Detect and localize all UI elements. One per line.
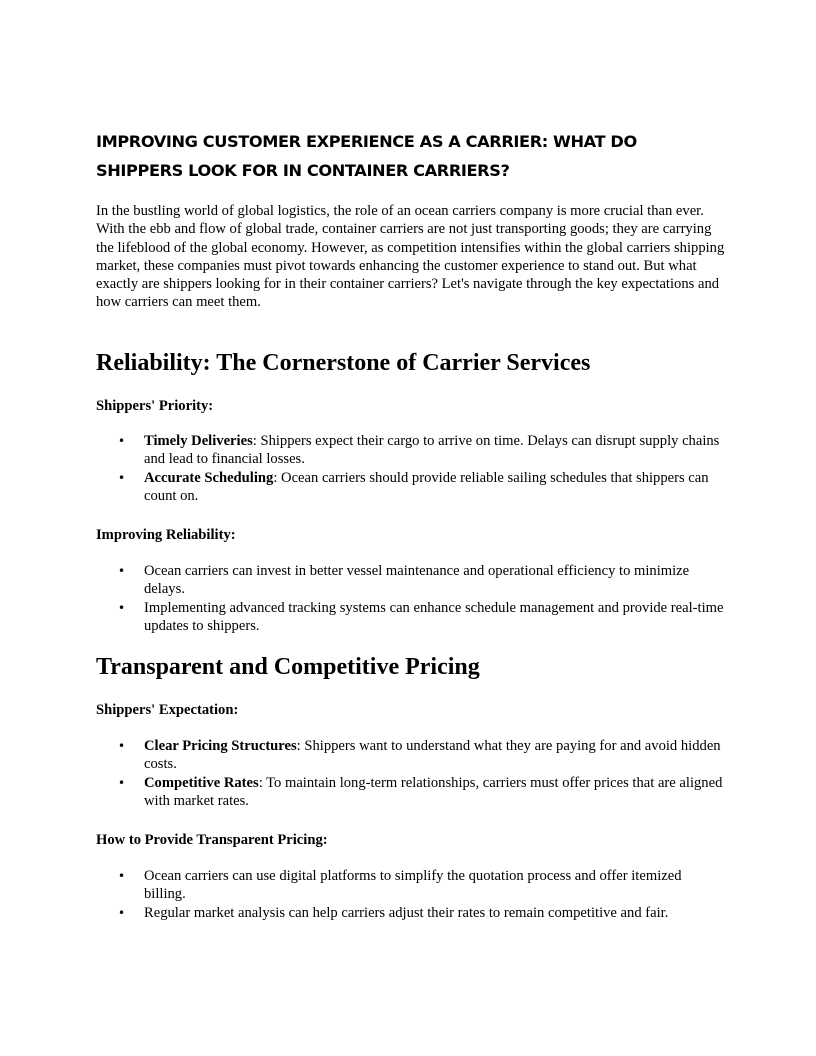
subheading-how-to-provide-pricing: How to Provide Transparent Pricing: [96,832,328,848]
bullet-icon: • [118,775,126,790]
list-item-term: Accurate Scheduling [144,469,274,486]
list-item [96,599,726,636]
bullet-list-shippers-priority [96,432,726,505]
list-item-text: Implementing advanced tracking systems can enhance schedule management and provide real-time updates to shippers. [144,599,724,634]
intro-paragraph: In the bustling world of global logistics, the role of an ocean carriers company is more crucial than ever. With the ebb and flow of global trade, container carriers are not just transporting goods; they are carrying the lifeblood of the global economy. However, as competition intensifies within the global carriers shipping market, these companies must pivot towards enhancing the customer experience to stand out. But what exactly are shippers looking for in their container carriers? Let's navigate through the key expectations and how carriers can meet them. [96,203,725,311]
list-item-text: : Shippers want to understand what they are paying for and avoid hidden costs. [144,738,721,773]
list-item-text: Ocean carriers can use digital platforms to simplify the quotation process and offer itemized billing. [144,868,682,903]
bullet-list-shippers-expectation [96,737,726,810]
bullet-icon: • [118,739,126,753]
section-heading-pricing: Transparent and Competitive Pricing [96,654,480,680]
bullet-icon: • [118,600,126,615]
list-item-text: Ocean carriers can invest in better vessel maintenance and operational efficiency to minimize delays. [144,563,690,598]
bullet-icon: • [118,905,126,920]
list-item [96,469,726,506]
list-item-text: Regular market analysis can help carriers adjust their rates to remain competitive and fair. [144,904,669,921]
subheading-shippers-expectation: Shippers' Expectation: [96,702,239,718]
list-item-text: : Shippers expect their cargo to arrive on time. Delays can disrupt supply chains and lead to financial losses. [144,433,720,468]
list-item-text: : Ocean carriers should provide reliable sailing schedules that shippers can count on. [144,469,709,504]
bullet-icon: • [118,434,126,448]
bullet-icon: • [118,564,126,578]
list-item [96,737,726,774]
list-item [96,774,726,811]
list-item-term: Competitive Rates [144,774,259,791]
bullet-icon: • [118,470,126,485]
subheading-improving-reliability: Improving Reliability: [96,527,236,543]
list-item-text: : To maintain long-term relationships, carriers must offer prices that are aligned with market rates. [144,774,723,809]
list-item-term: Timely Deliveries [144,433,253,449]
section-heading-reliability: Reliability: The Cornerstone of Carrier Services [96,350,591,376]
subheading-shippers-priority: Shippers' Priority: [96,398,214,414]
list-item [96,904,726,922]
list-item-term: Clear Pricing Structures [144,738,297,754]
bullet-icon: • [118,869,126,883]
list-item [96,867,726,904]
document-title: IMPROVING CUSTOMER EXPERIENCE AS A CARRIER: WHAT DO SHIPPERS LOOK FOR IN CONTAINER CARRIERS? [96,132,637,180]
bullet-list-transparent-pricing [96,867,726,922]
bullet-list-improving-reliability [96,562,726,635]
list-item [96,432,726,469]
list-item [96,562,726,599]
